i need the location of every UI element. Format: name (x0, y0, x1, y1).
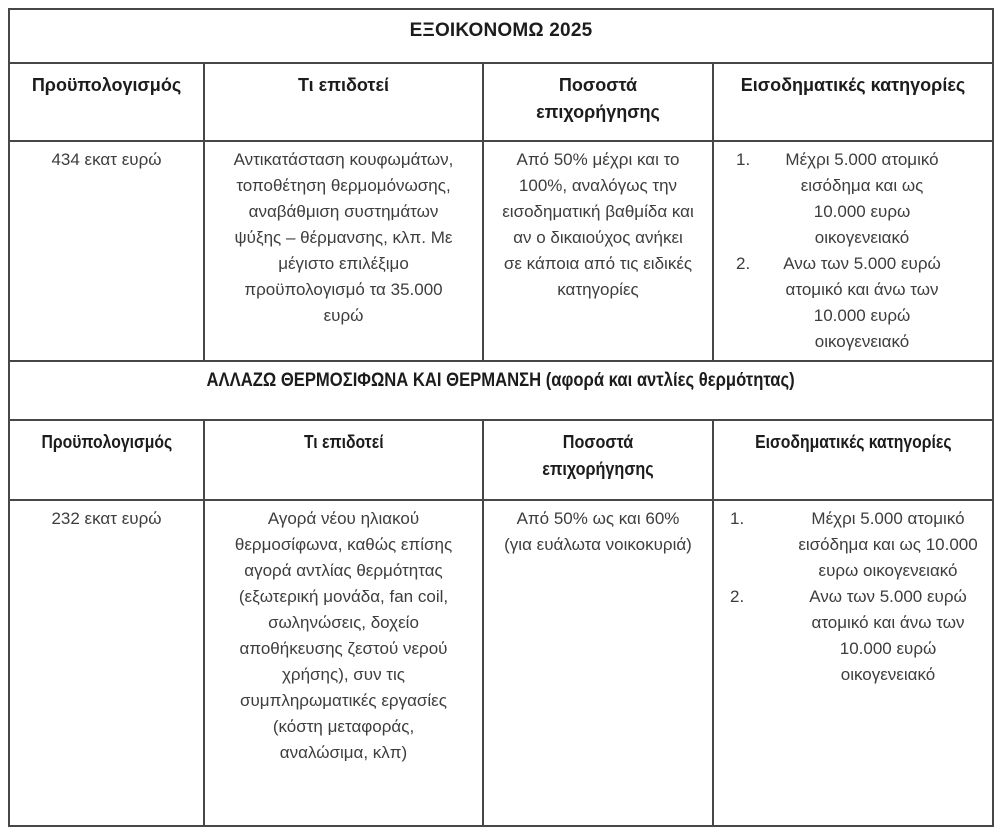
categories-cell-2 (713, 500, 993, 826)
category-number: 1. (730, 509, 745, 528)
col-header-subsidy-2 (204, 420, 483, 500)
section1-data-row (9, 141, 993, 361)
col-header-categories-2 (713, 420, 993, 500)
category-text: Μέχρι 5.000 ατομικό εισόδημα και ως 10.000 ευρω οικογενειακό (798, 509, 978, 580)
category-item (722, 251, 984, 355)
col-header-budget-2-label: Προϋπολογισμός (41, 432, 172, 452)
col-header-budget-1: Προϋπολογισμός (9, 63, 204, 141)
category-number: 2. (730, 587, 745, 606)
col-header-budget-2 (9, 420, 204, 500)
col-header-rates-1-label: Ποσοστά επιχορήγησης (536, 75, 660, 122)
categories-cell-1 (713, 141, 993, 361)
col-header-rates-2-label: Ποσοστά επιχορήγησης (542, 432, 654, 479)
category-text: Ανω των 5.000 ευρώ ατομικό και άνω των 10.000 ευρώ οικογενειακό (783, 254, 941, 351)
section1-title-row (9, 9, 993, 63)
rates-cell-2 (483, 500, 713, 826)
section2-header-row (9, 420, 993, 500)
col-header-rates-1 (483, 63, 713, 141)
category-item (722, 584, 984, 688)
col-header-rates-2 (483, 420, 713, 500)
subsidy-program-table (8, 8, 994, 827)
category-number: 2. (736, 254, 751, 273)
subsidy-text-2: Αγορά νέου ηλιακού θερμοσίφωνα, καθώς επίσης αγορά αντλίας θερμότητας (εξωτερική μονάδα, fan coil, σωληνώσεις, δοχείο αποθήκευσης ζεστού νερού χρήσης), συν τις συμπληρωματικές εργασίες (κόστη μεταφοράς, αναλώσιμα, κλπ) (234, 509, 453, 762)
section2-title-row (9, 361, 993, 420)
section2-data-row (9, 500, 993, 826)
rates-text-1: Από 50% μέχρι και το 100%, αναλόγως την εισοδηματική βαθμίδα και αν ο δικαιούχος ανήκει σε κάποια από τις ειδικές κατηγορίες (502, 150, 694, 299)
subsidy-text-1: Αντικατάσταση κουφωμάτων, τοποθέτηση θερμομόνωσης, αναβάθμιση συστημάτων ψύξης – θέρμανσης, κλπ. Με μέγιστο επιλέξιμο προϋπολογισμό τα 35.000 ευρώ (233, 150, 454, 325)
category-text: Ανω των 5.000 ευρώ ατομικό και άνω των 10.000 ευρώ οικογενειακό (809, 587, 967, 684)
budget-cell-2: 232 εκατ ευρώ (9, 500, 204, 826)
category-item (722, 147, 984, 251)
category-number: 1. (736, 150, 751, 169)
section2-title-label: ΑΛΛΑΖΩ ΘΕΡΜΟΣΙΦΩΝΑ ΚΑΙ ΘΕΡΜΑΝΣΗ (αφορά και αντλίες θερμότητας) (206, 370, 796, 391)
section1-title: ΕΞΟΙΚΟΝΟΜΩ 2025 (9, 9, 993, 63)
col-header-subsidy-1: Τι επιδοτεί (204, 63, 483, 141)
subsidy-cell-2 (204, 500, 483, 826)
col-header-categories-1: Εισοδηματικές κατηγορίες (713, 63, 993, 141)
rates-cell-1 (483, 141, 713, 361)
col-header-subsidy-2-label: Τι επιδοτεί (303, 432, 384, 452)
section1-header-row (9, 63, 993, 141)
col-header-categories-2-label: Εισοδηματικές κατηγορίες (754, 432, 952, 452)
rates-text-2: Από 50% ως και 60% (για ευάλωτα νοικοκυριά) (504, 509, 692, 554)
section2-title (9, 361, 993, 420)
subsidy-cell-1 (204, 141, 483, 361)
budget-cell-1: 434 εκατ ευρώ (9, 141, 204, 361)
category-text: Μέχρι 5.000 ατομικό εισόδημα και ως 10.000 ευρω οικογενειακό (785, 150, 939, 247)
category-item (722, 506, 984, 584)
